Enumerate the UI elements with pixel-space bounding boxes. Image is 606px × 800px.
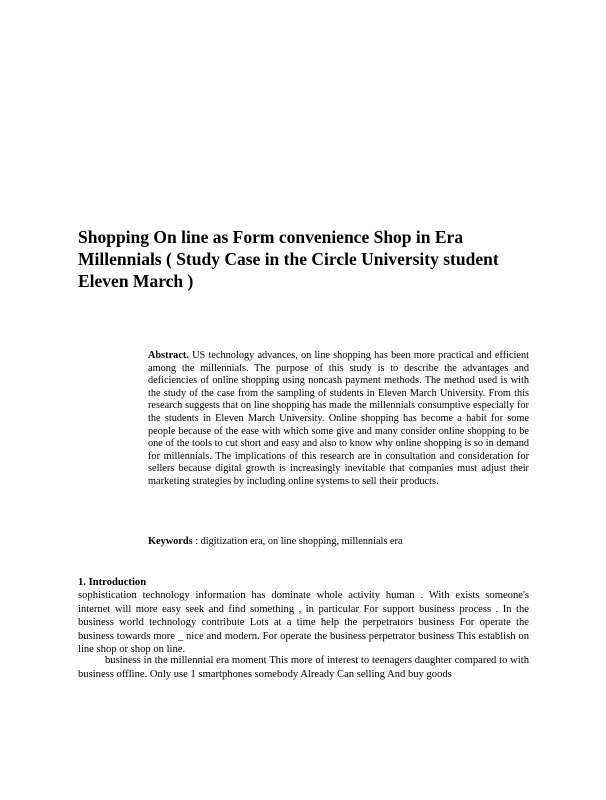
keywords-label: Keywords [148, 536, 193, 547]
keywords-text: : digitization era, on line shopping, millennials era [195, 536, 403, 547]
abstract [148, 350, 529, 489]
abstract-label: Abstract. [148, 350, 189, 361]
section-heading-introduction: 1. Introduction [78, 577, 147, 588]
introduction-paragraph: business in the millennial era moment This more of interest to teenagers daughter compared to with business offline. Only use 1 smartphones somebody Already Can selling And buy goods [78, 655, 529, 680]
keywords [148, 535, 529, 548]
paper-title: Shopping On line as Form convenience Shop in Era Millennials ( Study Case in the Circle University student Eleven March ) [78, 227, 499, 291]
abstract-text: US technology advances, on line shopping has been more practical and efficient among the millennials. The purpose of this study is to describe the advantages and deficiencies of online shopping using noncash payment methods. The method used is with the study of the case from the sampling of students in Eleven March University. From this research suggests that on line shopping has made the millennials consumptive especially for the students in Eleven March University. Online shopping has become a habit for some people because of the ease with which some give and many consider online shopping to be one of the tools to cut short and easy and also to know why online shopping is so in demand for millennials. The implications of this research are in consultation and consideration for sellers because digital growth is increasingly inevitable that companies must adjust their marketing strategies by including online systems to sell their products. [148, 350, 529, 487]
introduction-paragraph: sophistication technology information has dominate whole activity human . With exists someone's internet will more easy seek and find something , in particular For support business process . In the business world technology contribute Lots at a time help the perpetrators business For operate the business towards more _ nice and modern. For operate the business perpetrator business This establish on line shop or shop on line. [78, 590, 529, 656]
